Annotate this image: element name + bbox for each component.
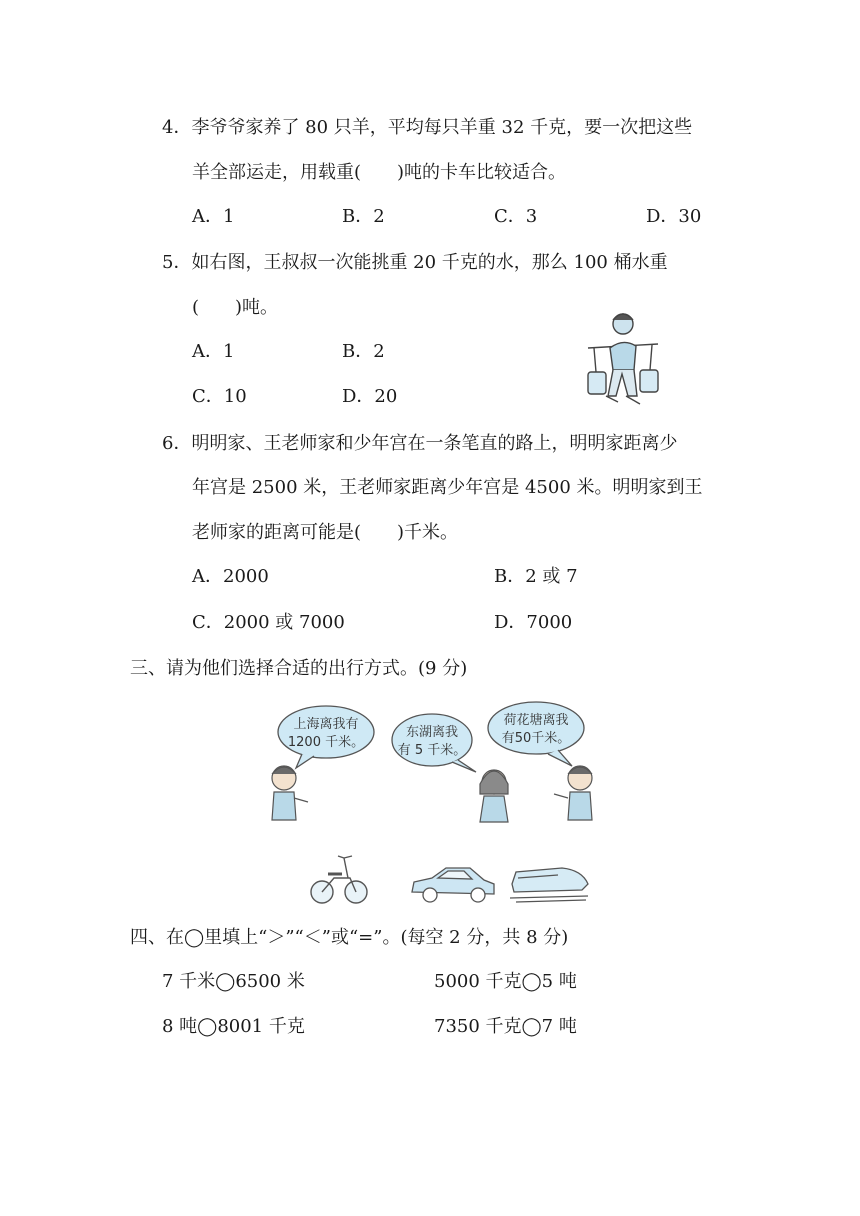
bubble-3-line-1: 荷花塘离我 xyxy=(503,713,569,728)
q6-option-d[interactable]: D．7000 xyxy=(494,612,573,633)
q4-option-b[interactable]: B．2 xyxy=(342,206,385,227)
bubble-1-line-1: 上海离我有 xyxy=(293,717,359,732)
question-5-line-2: ( )吨。 xyxy=(192,297,279,318)
car-icon xyxy=(408,862,498,906)
section-3-title: 三、请为他们选择合适的出行方式。(9 分) xyxy=(130,658,468,679)
q5-option-a[interactable]: A．1 xyxy=(192,341,235,362)
question-6-line-2: 年宫是 2500 米，王老师家距离少年宫是 4500 米。明明家到王 xyxy=(192,477,703,498)
compare-item-2[interactable]: 5000 千克◯5 吨 xyxy=(434,971,577,992)
q4-option-a[interactable]: A．1 xyxy=(192,206,235,227)
q5-option-b[interactable]: B．2 xyxy=(342,341,385,362)
compare-item-4[interactable]: 7350 千克◯7 吨 xyxy=(434,1016,577,1037)
q5-option-c[interactable]: C．10 xyxy=(192,386,247,407)
compare-item-3[interactable]: 8 吨◯8001 千克 xyxy=(162,1016,305,1037)
q6-option-b[interactable]: B．2 或 7 xyxy=(494,566,578,587)
question-5-line-1: 5．如右图，王叔叔一次能挑重 20 千克的水，那么 100 桶水重 xyxy=(162,252,668,273)
bubble-2-line-2: 有 5 千米。 xyxy=(397,743,467,758)
speech-bubble-3 xyxy=(488,702,584,766)
bubble-3-line-2: 有50千米。 xyxy=(501,731,571,746)
electric-bike-icon xyxy=(308,850,370,906)
boy-right-figure xyxy=(554,766,592,820)
q4-option-d[interactable]: D．30 xyxy=(646,206,702,227)
children-speech-bubbles-illustration xyxy=(262,698,598,824)
question-4-line-1: 4．李爷爷家养了 80 只羊，平均每只羊重 32 千克，要一次把这些 xyxy=(162,117,693,138)
q5-option-d[interactable]: D．20 xyxy=(342,386,398,407)
girl-middle-figure xyxy=(480,770,508,822)
q6-option-a[interactable]: A．2000 xyxy=(192,566,269,587)
speech-bubble-2 xyxy=(392,714,476,772)
high-speed-train-icon xyxy=(508,860,590,904)
boy-left-figure xyxy=(272,766,308,820)
question-6-line-1: 6．明明家、王老师家和少年宫在一条笔直的路上，明明家距离少 xyxy=(162,433,678,454)
section-4-title: 四、在◯里填上“＞”“＜”或“=”。(每空 2 分，共 8 分) xyxy=(130,927,569,948)
question-6-line-3: 老师家的距离可能是( )千米。 xyxy=(192,522,459,543)
bubble-2-line-1: 东湖离我 xyxy=(405,725,459,740)
q6-option-c[interactable]: C．2000 或 7000 xyxy=(192,612,345,633)
bubble-1-line-2: 1200 千米。 xyxy=(287,735,365,750)
question-4-line-2: 羊全部运走，用载重( )吨的卡车比较适合。 xyxy=(192,162,567,183)
man-carrying-water-buckets-illustration xyxy=(582,308,664,408)
speech-bubble-1 xyxy=(278,706,374,768)
compare-item-1[interactable]: 7 千米◯6500 米 xyxy=(162,971,305,992)
q4-option-c[interactable]: C．3 xyxy=(494,206,538,227)
